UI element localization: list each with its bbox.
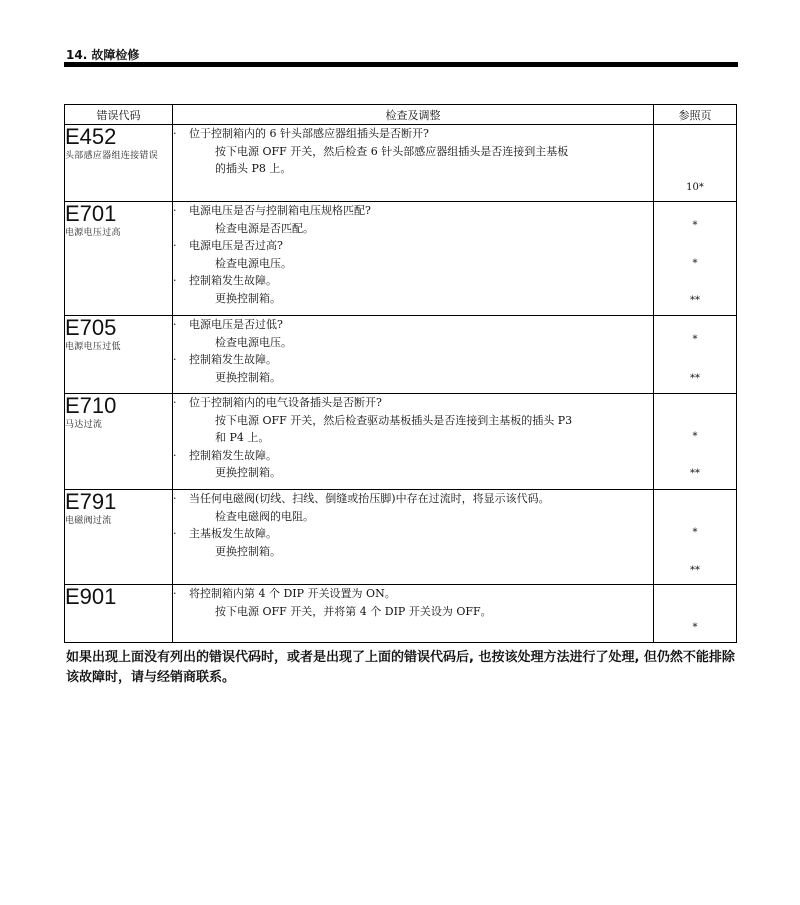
adjust-action <box>173 429 653 447</box>
line-text: 按下电源 OFF 开关，并将第 4 个 DIP 开关设为 OFF。 <box>215 604 492 618</box>
line-text: 检查电磁阀的电阻。 <box>215 509 314 523</box>
bullet-icon: · <box>173 448 177 462</box>
adjust-action <box>173 160 653 178</box>
reference-mark: * <box>692 258 698 269</box>
error-code: E452 <box>65 124 117 149</box>
reference-page-cell <box>654 394 737 490</box>
reference-mark: ** <box>690 565 700 576</box>
check-adjust-cell <box>173 125 654 202</box>
line-text: 电源电压是否过高? <box>189 239 283 252</box>
check-item <box>173 351 653 369</box>
error-code: E701 <box>65 201 117 226</box>
check-adjust-cell <box>173 585 654 643</box>
adjust-action <box>173 543 653 561</box>
error-description: 电源电压过低 <box>65 342 121 352</box>
bullet-icon: · <box>173 274 177 287</box>
check-item <box>173 394 653 412</box>
adjust-action <box>173 508 653 526</box>
line-text: 按下电源 OFF 开关，然后检查 6 针头部感应器组插头是否连接到主基板 <box>215 144 569 158</box>
table-row <box>65 202 737 316</box>
check-item <box>173 202 653 220</box>
reference-mark: 10* <box>686 182 704 193</box>
error-code-cell <box>65 125 173 202</box>
reference-page-cell <box>654 202 737 316</box>
check-adjust-cell <box>173 316 654 394</box>
adjust-action <box>173 369 653 387</box>
table-row <box>65 490 737 585</box>
reference-page-cell <box>654 125 737 202</box>
adjust-action <box>173 412 653 430</box>
line-text: 更换控制箱。 <box>215 291 281 305</box>
line-text: 更换控制箱。 <box>215 466 281 479</box>
line-text: 将控制箱内第 4 个 DIP 开关设置为 ON。 <box>189 587 396 600</box>
error-code: E710 <box>65 393 117 418</box>
error-code-cell <box>65 394 173 490</box>
bullet-icon: · <box>173 127 177 140</box>
reference-mark: * <box>692 220 698 231</box>
error-description: 头部感应器组连接错误 <box>65 151 159 161</box>
line-text: 控制箱发生故障。 <box>189 274 277 287</box>
footer-note: 如果出现上面没有列出的错误代码时，或者是出现了上面的错误代码后, 也按该处理方法进行了处理, 但仍然不能排除该故障时，请与经销商联系。 <box>66 650 735 685</box>
bullet-icon: · <box>173 204 177 217</box>
header-rule <box>64 62 738 67</box>
reference-mark: * <box>692 527 698 538</box>
check-adjust-cell <box>173 202 654 316</box>
line-text: 位于控制箱内的电气设备插头是否断开? <box>189 396 382 409</box>
reference-mark: ** <box>690 295 700 306</box>
reference-mark: ** <box>690 373 700 384</box>
reference-mark: ** <box>690 468 700 479</box>
reference-mark: * <box>692 431 698 442</box>
adjust-action <box>173 220 653 238</box>
line-text: 位于控制箱内的 6 针头部感应器组插头是否断开? <box>189 127 429 140</box>
line-text: 主基板发生故障。 <box>189 527 277 540</box>
bullet-icon: · <box>173 239 177 252</box>
check-item <box>173 585 653 603</box>
column-header-code: 错误代码 <box>65 105 173 125</box>
adjust-action <box>173 464 653 482</box>
check-item <box>173 316 653 334</box>
table-row <box>65 316 737 394</box>
bullet-icon: · <box>173 587 177 600</box>
bullet-icon: · <box>173 492 177 505</box>
table-header-row <box>65 105 737 125</box>
column-header-check: 检查及调整 <box>173 105 654 125</box>
check-adjust-cell <box>173 394 654 490</box>
reference-mark: * <box>692 622 698 633</box>
line-text: 按下电源 OFF 开关，然后检查驱动基板插头是否连接到主基板的插头 P3 <box>215 413 573 427</box>
line-text: 和 P4 上。 <box>215 431 270 444</box>
adjust-action <box>173 255 653 273</box>
error-description: 马达过流 <box>65 420 103 430</box>
error-description: 电磁阀过流 <box>65 516 112 526</box>
table-row <box>65 585 737 643</box>
error-code-table <box>64 104 737 643</box>
reference-page-cell <box>654 585 737 643</box>
check-adjust-cell <box>173 490 654 585</box>
check-item <box>173 125 653 143</box>
line-text: 控制箱发生故障。 <box>189 448 277 462</box>
adjust-action <box>173 143 653 161</box>
bullet-icon: · <box>173 353 177 366</box>
error-code-cell <box>65 202 173 316</box>
bullet-icon: · <box>173 318 177 331</box>
line-text: 检查电源电压。 <box>215 335 292 349</box>
error-code-cell <box>65 316 173 394</box>
line-text: 电源电压是否与控制箱电压规格匹配? <box>189 204 371 217</box>
error-code: E705 <box>65 315 117 340</box>
check-item <box>173 447 653 465</box>
line-text: 的插头 P8 上。 <box>215 162 292 175</box>
line-text: 当任何电磁阀(切线、扫线、倒缝或抬压脚)中存在过流时，将显示该代码。 <box>189 492 550 505</box>
line-text: 控制箱发生故障。 <box>189 353 277 366</box>
check-item <box>173 272 653 290</box>
error-code-cell <box>65 490 173 585</box>
table-row <box>65 125 737 202</box>
line-text: 检查电源是否匹配。 <box>215 221 314 235</box>
section-title: 14. 故障检修 <box>66 48 140 62</box>
line-text: 更换控制箱。 <box>215 370 281 384</box>
adjust-action <box>173 290 653 308</box>
line-text: 更换控制箱。 <box>215 544 281 558</box>
adjust-action <box>173 603 653 621</box>
table-row <box>65 394 737 490</box>
error-description: 电源电压过高 <box>65 228 121 238</box>
check-item <box>173 490 653 508</box>
reference-mark: * <box>692 334 698 345</box>
check-item <box>173 525 653 543</box>
line-text: 电源电压是否过低? <box>189 318 283 331</box>
line-text: 检查电源电压。 <box>215 256 292 270</box>
bullet-icon: · <box>173 527 177 540</box>
error-code: E901 <box>65 584 117 609</box>
check-item <box>173 237 653 255</box>
bullet-icon: · <box>173 396 177 409</box>
reference-page-cell <box>654 316 737 394</box>
error-code: E791 <box>65 489 117 514</box>
column-header-ref: 参照页 <box>654 105 737 125</box>
error-code-cell <box>65 585 173 643</box>
reference-page-cell <box>654 490 737 585</box>
adjust-action <box>173 334 653 352</box>
